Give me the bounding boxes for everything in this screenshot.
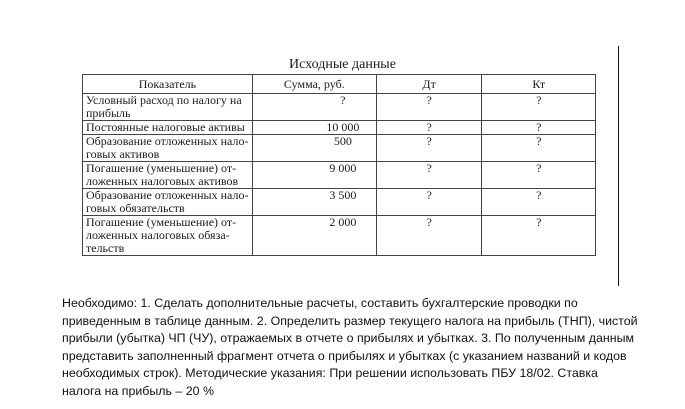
table-row	[83, 94, 596, 121]
row-indicator	[83, 121, 253, 135]
row-sum	[252, 216, 376, 256]
row-credit: ?	[482, 121, 596, 135]
header-sum: Сумма, руб.	[252, 75, 376, 94]
row-indicator	[83, 216, 253, 256]
sum-value: ?	[340, 93, 346, 107]
row-credit: ?	[482, 216, 596, 256]
row-credit: ?	[482, 189, 596, 216]
table-title: Исходные данные	[289, 57, 396, 72]
task-description	[62, 295, 662, 401]
sum-value: 2 000	[329, 215, 357, 229]
task-line: необходимых строк). Методические указания: При решении использовать ПБУ 18/02. Ставка	[62, 366, 598, 381]
row-debit: ?	[376, 94, 482, 121]
header-indicator: Показатель	[83, 75, 253, 94]
row-credit: ?	[482, 94, 596, 121]
header-credit: Кт	[482, 75, 596, 94]
indicator-line: Погашение (уменьшение) от-	[86, 161, 237, 175]
row-credit: ?	[482, 162, 596, 189]
indicator-line: ложенных налоговых обяза-	[86, 228, 230, 242]
task-line: Необходимо: 1. Сделать дополнительные расчеты, составить бухгалтерские проводки по	[62, 296, 578, 310]
sum-value: 500	[333, 134, 352, 148]
row-debit: ?	[376, 121, 482, 135]
task-line: приведенным в таблице данным. 2. Определить размер текущего налога на прибыль (ТНП), чистой	[62, 313, 638, 328]
indicator-line: говых активов	[86, 147, 160, 161]
table-header-row	[83, 75, 596, 94]
row-sum	[252, 121, 376, 135]
table-row	[83, 162, 596, 189]
vertical-rule	[618, 46, 619, 286]
header-debit: Дт	[376, 75, 482, 94]
table-row	[83, 121, 596, 135]
row-indicator	[83, 189, 253, 216]
indicator-line: прибыль	[86, 106, 131, 120]
source-data-table	[82, 74, 596, 256]
task-line: прибыли (убытка) ЧП (ЧУ), отражаемых в отчете о прибылях и убытках. 3. По полученным данным	[62, 331, 634, 346]
indicator-line: Образование отложенных нало-	[86, 134, 249, 148]
row-debit: ?	[376, 189, 482, 216]
row-credit: ?	[482, 135, 596, 162]
table-row	[83, 216, 596, 256]
row-sum	[252, 162, 376, 189]
indicator-line: говых обязательств	[86, 201, 185, 215]
task-line: налога на прибыль – 20 %	[62, 383, 214, 398]
sum-value: 10 000	[326, 120, 360, 134]
table-row	[83, 189, 596, 216]
indicator-line: Постоянные налоговые активы	[86, 120, 245, 134]
row-debit: ?	[376, 216, 482, 256]
task-line: представить заполненный фрагмент отчета о прибылях и убытках (с указанием названий и кодов	[62, 348, 627, 363]
row-indicator	[83, 94, 253, 121]
row-sum	[252, 94, 376, 121]
sum-value: 9 000	[329, 161, 357, 175]
indicator-line: Образование отложенных нало-	[86, 188, 249, 202]
sum-value: 3 500	[329, 188, 357, 202]
indicator-line: тельств	[86, 241, 125, 255]
indicator-line: ложенных налоговых активов	[86, 174, 239, 188]
table-row	[83, 135, 596, 162]
indicator-line: Условный расход по налогу на	[86, 93, 242, 107]
row-sum	[252, 189, 376, 216]
row-debit: ?	[376, 135, 482, 162]
indicator-line: Погашение (уменьшение) от-	[86, 215, 237, 229]
row-indicator	[83, 135, 253, 162]
row-debit: ?	[376, 162, 482, 189]
row-sum	[252, 135, 376, 162]
row-indicator	[83, 162, 253, 189]
